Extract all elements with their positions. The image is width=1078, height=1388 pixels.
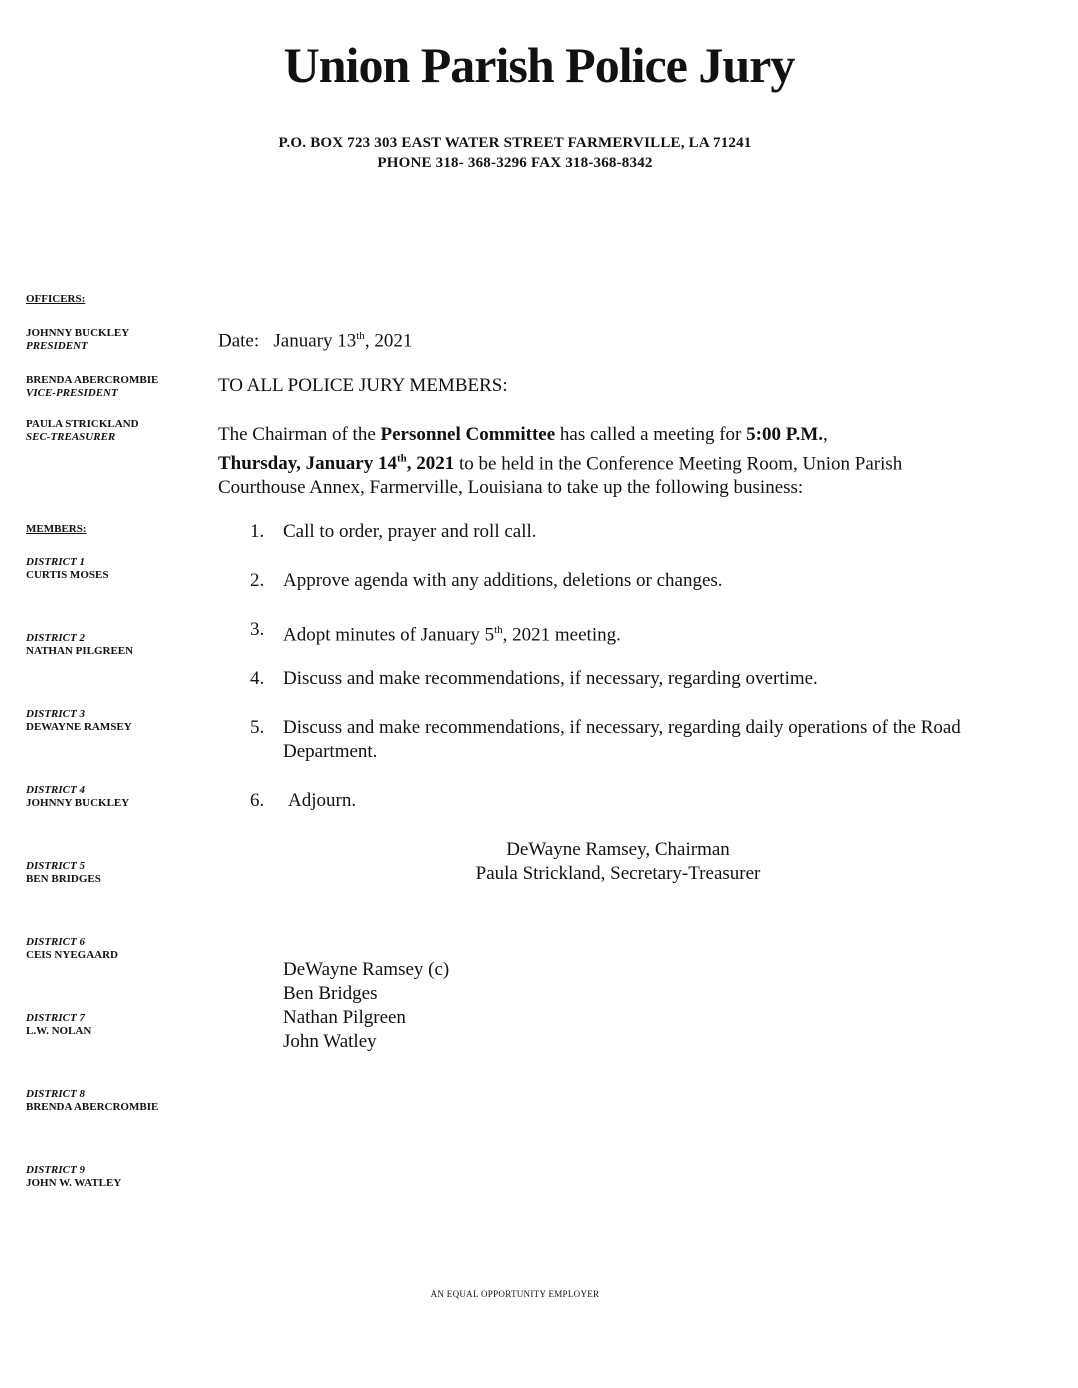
members-heading: MEMBERS: <box>26 523 87 535</box>
member-district: DISTRICT 8 <box>26 1088 85 1100</box>
agenda-item-text: Adopt minutes of January 5th, 2021 meeting. <box>283 624 621 646</box>
member-entry <box>26 1164 121 1190</box>
member-entry <box>26 556 108 582</box>
member-entry <box>26 632 133 658</box>
date-year: , 2021 <box>364 330 413 352</box>
member-district: DISTRICT 1 <box>26 556 85 568</box>
member-entry <box>26 936 118 962</box>
member-name: CEIS NYEGAARD <box>26 949 118 961</box>
agenda-item-text: Adjourn. <box>288 790 357 811</box>
committee-member: Nathan Pilgreen <box>283 1007 406 1028</box>
member-entry <box>26 1012 91 1038</box>
officer-entry <box>26 418 139 444</box>
officers-heading: OFFICERS: <box>26 293 86 305</box>
member-name: NATHAN PILGREEN <box>26 645 134 657</box>
member-name: DEWAYNE RAMSEY <box>26 721 132 733</box>
letter-date <box>218 324 412 353</box>
officer-title: PRESIDENT <box>26 340 88 352</box>
letterhead-phone: PHONE 318- 368-3296 FAX 318-368-8342 <box>377 155 653 171</box>
member-name: JOHN W. WATLEY <box>26 1177 122 1189</box>
agenda-item-number: 3. <box>250 619 265 640</box>
letterhead-address: P.O. BOX 723 303 EAST WATER STREET FARMERVILLE, LA 71241 <box>278 135 752 151</box>
member-entry <box>26 1088 158 1114</box>
committee-member: John Watley <box>283 1031 377 1052</box>
member-entry <box>26 784 129 810</box>
agenda-item-number: 2. <box>250 570 265 591</box>
member-name: CURTIS MOSES <box>26 569 109 581</box>
agenda-item-text: Approve agenda with any additions, deletions or changes. <box>283 570 723 591</box>
date-label: Date: <box>218 330 260 352</box>
officer-entry <box>26 327 129 353</box>
signature-secretary: Paula Strickland, Secretary-Treasurer <box>475 863 761 884</box>
officer-name: BRENDA ABERCROMBIE <box>26 374 159 386</box>
officer-entry <box>26 374 158 400</box>
officer-name: JOHNNY BUCKLEY <box>26 327 130 339</box>
officer-title: VICE-PRESIDENT <box>26 387 118 399</box>
meeting-intro <box>218 423 958 500</box>
footer-eoe: AN EQUAL OPPORTUNITY EMPLOYER <box>430 1289 600 1299</box>
member-district: DISTRICT 7 <box>26 1012 85 1024</box>
agenda-item-number: 4. <box>250 668 265 689</box>
letterhead-title: Union Parish Police Jury <box>283 37 795 93</box>
member-entry <box>26 708 132 734</box>
member-district: DISTRICT 5 <box>26 860 85 872</box>
agenda-item-text: Discuss and make recommendations, if necessary, regarding overtime. <box>283 668 818 689</box>
signature-chairman: DeWayne Ramsey, Chairman <box>506 839 730 860</box>
date-value: January 13 <box>273 330 357 352</box>
agenda-item-number: 1. <box>250 521 265 542</box>
officer-name: PAULA STRICKLAND <box>26 418 139 430</box>
member-name: BRENDA ABERCROMBIE <box>26 1101 159 1113</box>
committee-member: Ben Bridges <box>283 983 378 1004</box>
intro-text: has called a meeting for <box>555 424 747 445</box>
intro-text: to be held in the Conference Meeting Room, Union Parish Courthouse Annex, Farmerville, Louisiana to take up the following business: <box>218 453 903 499</box>
agenda-item-text: Discuss and make recommendations, if necessary, regarding daily operations of the Road Department. <box>283 717 961 762</box>
salutation: TO ALL POLICE JURY MEMBERS: <box>218 375 508 396</box>
member-entry <box>26 860 101 886</box>
meeting-day: Thursday, January 14th, 2021 <box>218 453 455 475</box>
intro-text: The Chairman of the <box>218 424 381 445</box>
committee-member: DeWayne Ramsey (c) <box>283 959 450 980</box>
member-name: BEN BRIDGES <box>26 873 101 885</box>
member-district: DISTRICT 4 <box>26 784 85 796</box>
intro-text: , <box>823 424 828 445</box>
agenda-item-number: 5. <box>250 717 265 738</box>
agenda-item-text: Call to order, prayer and roll call. <box>283 521 537 542</box>
member-district: DISTRICT 3 <box>26 708 85 720</box>
member-name: JOHNNY BUCKLEY <box>26 797 130 809</box>
officer-title: SEC-TREASURER <box>26 431 116 443</box>
member-district: DISTRICT 9 <box>26 1164 85 1176</box>
date-suffix: th <box>356 330 365 342</box>
meeting-time: 5:00 P.M. <box>746 424 824 445</box>
member-district: DISTRICT 2 <box>26 632 85 644</box>
member-district: DISTRICT 6 <box>26 936 85 948</box>
committee-name: Personnel Committee <box>380 424 556 445</box>
member-name: L.W. NOLAN <box>26 1025 92 1037</box>
agenda-item-number: 6. <box>250 790 265 811</box>
